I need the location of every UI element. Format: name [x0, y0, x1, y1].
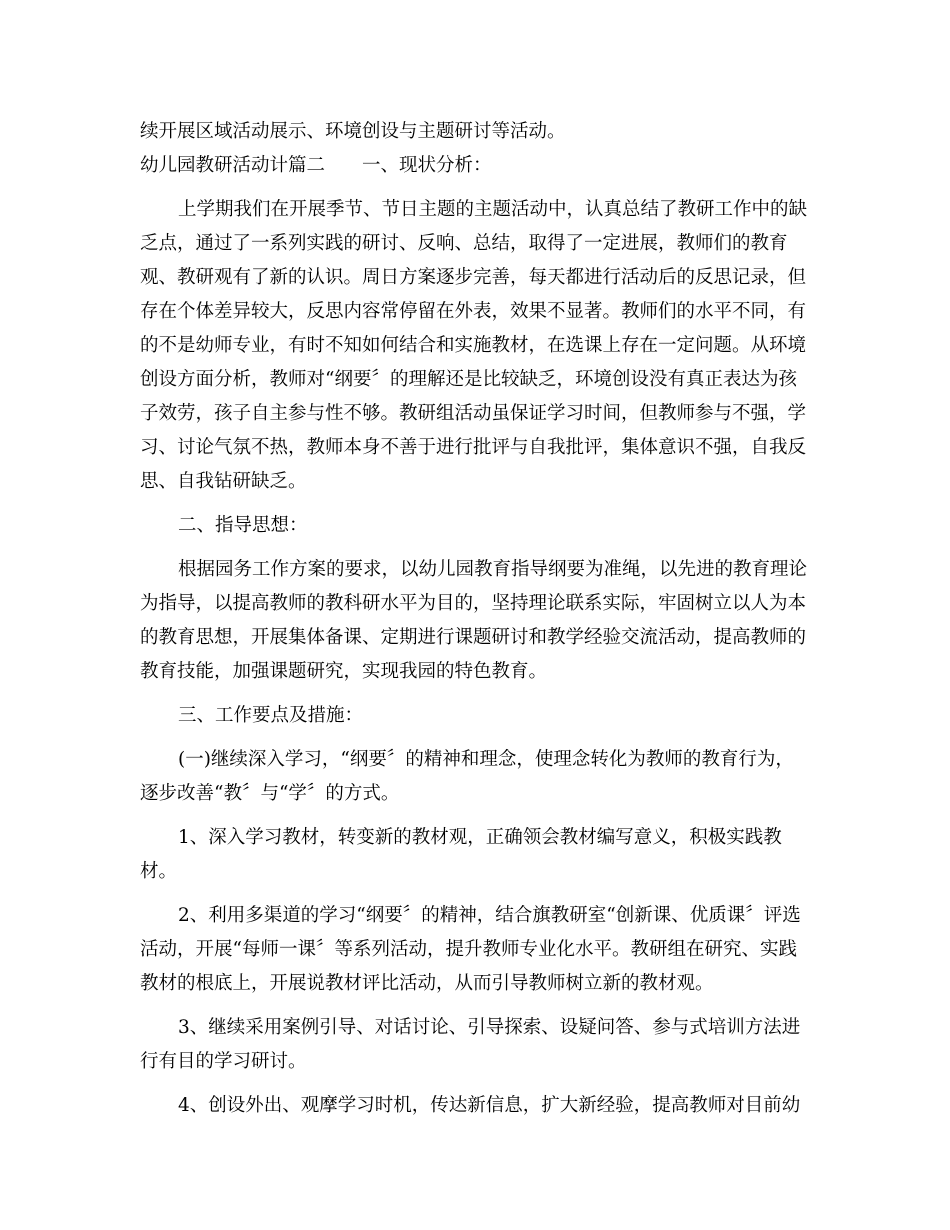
- paragraph-line: 教材的根底上，开展说教材评比活动，从而引导教师树立新的教材观。: [140, 973, 714, 994]
- paragraph-line: 思、自我钻研缺乏。: [140, 471, 307, 492]
- paragraph-line: 逐步改善“教〞与“学〞的方式。: [140, 783, 400, 804]
- paragraph-line: (一)继续深入学习，“纲要〞的精神和理念，使理念转化为教师的教育行为，: [178, 749, 794, 770]
- paragraph-line: 子效劳，孩子自主参与性不够。教研组活动虽保证学习时间，但教师参与不强，学: [140, 403, 807, 424]
- paragraph-line: 乏点，通过了一系列实践的研讨、反响、总结，取得了一定进展，教师们的教育: [140, 233, 788, 254]
- paragraph-line: 3、继续采用案例引导、对话讨论、引导探索、设疑问答、参与式培训方法进: [178, 1017, 801, 1038]
- text-line: 续开展区域活动展示、环境创设与主题研讨等活动。: [140, 121, 566, 142]
- paragraph-line: 材。: [140, 861, 178, 882]
- paragraph-line: 上学期我们在开展季节、节日主题的主题活动中，认真总结了教研工作中的缺: [178, 199, 808, 220]
- paragraph-line: 习、讨论气氛不热，教师本身不善于进行批评与自我批评，集体意识不强，自我反: [140, 437, 807, 458]
- paragraph-line: 4、创设外出、观摩学习时机，传达新信息，扩大新经验，提高教师对目前幼: [178, 1095, 801, 1116]
- document-page: [140, 115, 815, 1123]
- paragraph-line: 的不是幼师专业，有时不知如何结合和实施教材，在选课上存在一定问题。从环境: [140, 335, 807, 356]
- paragraph-line: 行有目的学习研讨。: [140, 1051, 307, 1072]
- section-heading: 三、工作要点及措施：: [178, 705, 364, 726]
- paragraph-line: 2、利用多渠道的学习“纲要〞的精神，结合旗教研室“创新课、优质课〞评选: [178, 905, 801, 926]
- paragraph-line: 的教育思想，开展集体备课、定期进行课题研讨和教学经验交流活动，提高教师的: [140, 627, 807, 648]
- paragraph-line: 为指导，以提高教师的教科研水平为目的，坚持理论联系实际，牢固树立以人为本: [140, 593, 807, 614]
- paragraph-line: 创设方面分析，教师对“纲要〞的理解还是比较缺乏，环境创设没有真正表达为孩: [140, 369, 797, 390]
- paragraph-line: 教育技能，加强课题研究，实现我园的特色教育。: [140, 661, 548, 682]
- paragraph-line: 1、深入学习教材，转变新的教材观，正确领会教材编写意义，积极实践教: [178, 827, 782, 848]
- paragraph-line: 观、教研观有了新的认识。周日方案逐步完善，每天都进行活动后的反思记录，但: [140, 267, 807, 288]
- paragraph-line: 活动，开展“每师一课〞等系列活动，提升教师专业化水平。教研组在研究、实践: [140, 939, 797, 960]
- paragraph-line: 根据园务工作方案的要求，以幼儿园教育指导纲要为准绳，以先进的教育理论: [178, 559, 808, 580]
- paragraph-line: 存在个体差异较大，反思内容常停留在外表，效果不显著。教师们的水平不同，有: [140, 301, 807, 322]
- section-heading: 二、指导思想：: [178, 515, 308, 536]
- section-heading: 幼儿园教研活动计篇二 一、现状分析：: [140, 155, 492, 176]
